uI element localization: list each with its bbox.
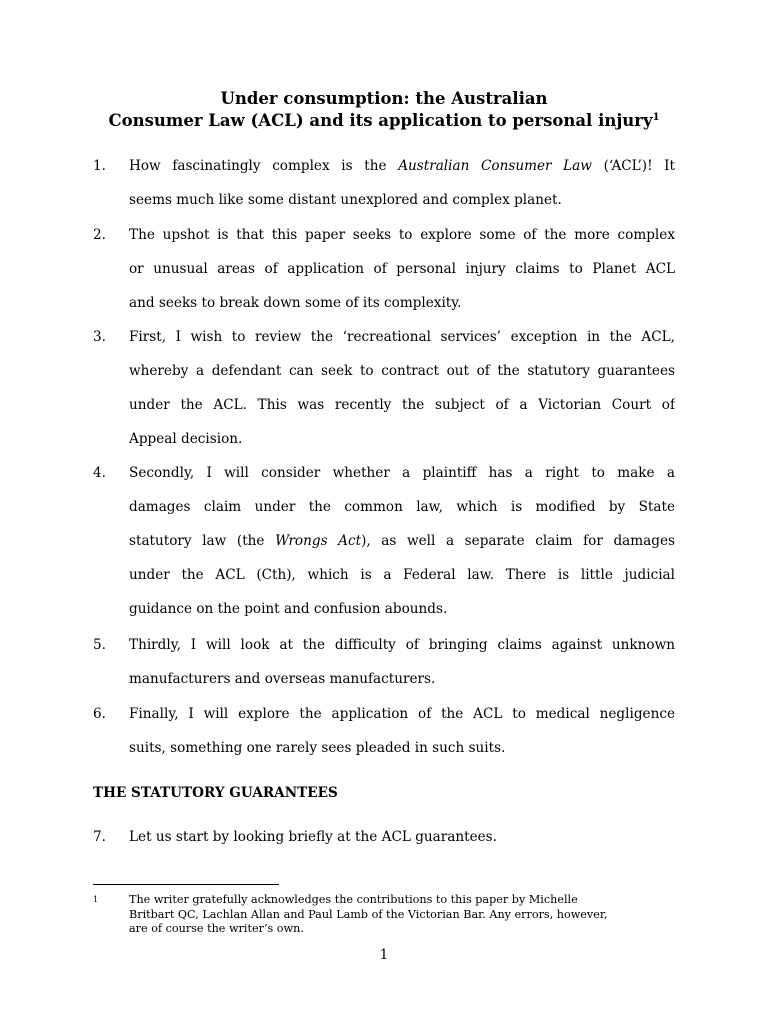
paragraph-line: First, I wish to review the ‘recreational services’ exception in the ACL, xyxy=(129,329,675,345)
paragraph-line: Let us start by looking briefly at the ACL guarantees. xyxy=(129,829,497,845)
footnote-line: are of course the writer’s own. xyxy=(129,922,304,935)
paragraph-line: damages claim under the common law, which is modified by State xyxy=(129,499,675,515)
italic-title: Wrongs Act xyxy=(275,533,362,549)
paragraph-line: Secondly, I will consider whether a plaintiff has a right to make a xyxy=(129,465,675,481)
paragraph-line: under the ACL. This was recently the subject of a Victorian Court of xyxy=(129,397,675,413)
paragraph-number: 1. xyxy=(93,158,106,174)
paragraph-line: statutory law (the Wrongs Act), as well a separate claim for damages xyxy=(129,533,675,549)
section-heading: THE STATUTORY GUARANTEES xyxy=(93,785,338,801)
paragraph-text xyxy=(129,329,675,465)
italic-title: Australian Consumer Law xyxy=(398,158,592,174)
paragraph-line: suits, something one rarely sees pleaded in such suits. xyxy=(129,740,506,756)
paragraph-text xyxy=(129,637,675,705)
footnote-line: The writer gratefully acknowledges the contributions to this paper by Michelle xyxy=(129,893,578,906)
paragraph-text xyxy=(129,227,675,329)
paragraph-text xyxy=(129,158,675,226)
paragraph-number: 3. xyxy=(93,329,106,345)
paragraph-line: seems much like some distant unexplored and complex planet. xyxy=(129,192,562,208)
title-line-2-text: Consumer Law (ACL) and its application to personal injury xyxy=(108,111,653,130)
page-number: 1 xyxy=(379,947,389,963)
paragraph-line: under the ACL (Cth), which is a Federal law. There is little judicial xyxy=(129,567,675,583)
paragraph-line: Finally, I will explore the application of the ACL to medical negligence xyxy=(129,706,675,722)
paragraph-line: or unusual areas of application of personal injury claims to Planet ACL xyxy=(129,261,675,277)
title-line-1: Under consumption: the Australian xyxy=(220,89,548,108)
paragraph-number: 6. xyxy=(93,706,106,722)
paragraph-text xyxy=(129,465,675,635)
paragraph-line: Appeal decision. xyxy=(129,431,243,447)
footnote-marker: 1 xyxy=(652,112,660,123)
paragraph-line: How fascinatingly complex is the Australian Consumer Law (‘ACL’)! It xyxy=(129,158,675,174)
paragraph-text xyxy=(129,829,675,863)
footnote-line: Britbart QC, Lachlan Allan and Paul Lamb of the Victorian Bar. Any errors, however, xyxy=(129,907,608,921)
paragraph-number: 5. xyxy=(93,637,106,653)
document-title xyxy=(0,88,768,132)
footnote-separator xyxy=(93,884,279,885)
paragraph-line: Thirdly, I will look at the difficulty of bringing claims against unknown xyxy=(129,637,675,653)
footnote-text xyxy=(129,893,675,937)
footnote-number: 1 xyxy=(93,895,99,904)
paragraph-number: 7. xyxy=(93,829,106,845)
paragraph-line: whereby a defendant can seek to contract out of the statutory guarantees xyxy=(129,363,675,379)
paragraph-line: guidance on the point and confusion abounds. xyxy=(129,601,448,617)
paragraph-text xyxy=(129,706,675,774)
paragraph-line: The upshot is that this paper seeks to explore some of the more complex xyxy=(129,227,675,243)
paragraph-number: 4. xyxy=(93,465,106,481)
paragraph-number: 2. xyxy=(93,227,106,243)
title-line-2 xyxy=(0,110,768,132)
paragraph-line: manufacturers and overseas manufacturers. xyxy=(129,671,436,687)
paragraph-line: and seeks to break down some of its complexity. xyxy=(129,295,462,311)
